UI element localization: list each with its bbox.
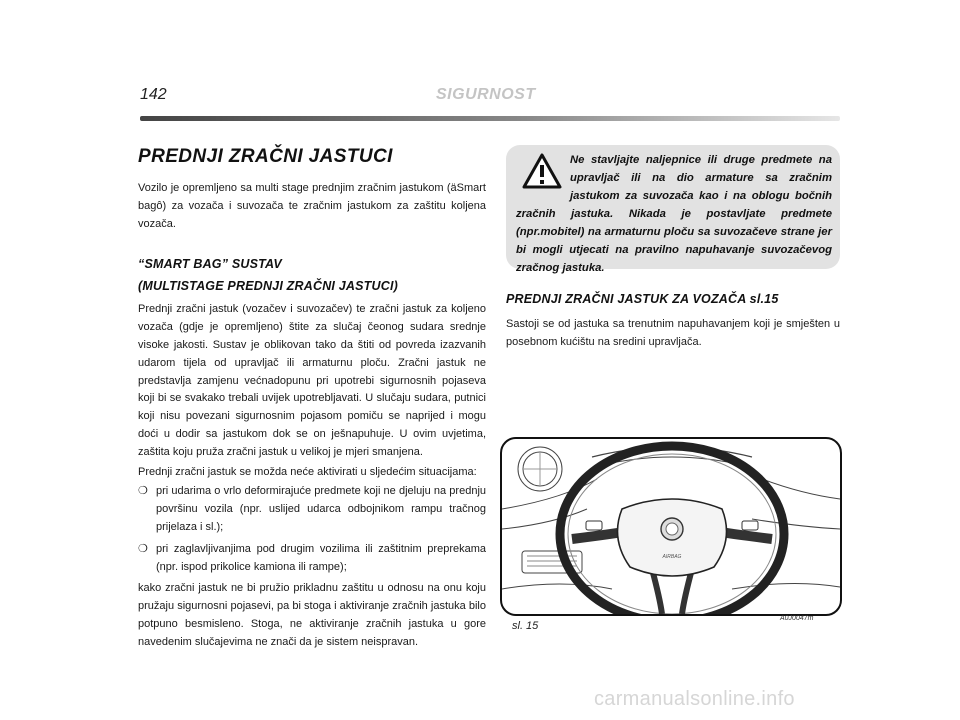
list-item	[138, 541, 486, 577]
header-rule	[140, 116, 840, 121]
section-title: SIGURNOST	[436, 86, 536, 103]
airbag-hub-label: AIRBAG	[662, 554, 682, 560]
list-item-text: pri zaglavljivanjima pod drugim vozilima ili zaštitnim preprekama (npr. ispod prikolice kamiona ili rampe);	[156, 542, 486, 573]
footer-watermark: carmanualsonline.info	[594, 688, 795, 710]
warning-text-block	[516, 151, 832, 277]
list-item	[138, 483, 486, 536]
bullet-icon: ❍	[138, 485, 148, 498]
intro-paragraph: Vozilo je opremljeno sa multi stage prednjim zračnim jastukom (äSmart bagô) za vozača i suvozača te zračnim jastukom za zaštitu koljena vozača.	[138, 182, 486, 230]
driver-airbag-heading: PREDNJI ZRAČNI JASTUK ZA VOZAČA sl.15	[506, 292, 779, 306]
list-item-text: pri udarima o vrlo deformirajuće predmete koji ne djeluju na prednju površinu vozila (npr. uslijed udarca odbojnikom rampu tračnog prijelaza i sl.);	[156, 485, 486, 533]
figure-caption: sl. 15	[512, 620, 539, 632]
driver-airbag-paragraph: Sastoji se od jastuka sa trenutnim napuhavanjem koji je smješten u posebnom kućištu na sredini upravljača.	[506, 318, 840, 348]
steering-wheel-illustration	[502, 439, 840, 614]
situation-list	[138, 483, 486, 576]
body-paragraph-1: Prednji zračni jastuk (vozačev i suvozačev) te zračni jastuk za koljeno vozača (gdje je opremljeno) štite za slučaj čeonog sudara srednje visoke jakosti. Sustav je oblikovan tako da štiti od povreda izazvanih udarom tijela od upravljač ili armaturnu ploču. Zračni jastuk ne predstavlja zamjenu većnadopunu pri upotrebi sigurnosnih pojaseva koji bi se svakako trebali uvijek upotrebljavati. U slučaju sudara, putnici koji nisu povezani sigurnosnim pojasom pomiču se naprijed i mogu doći u dodir sa jastukom dok se on ješnapuhuje. U ovim uvjetima, zaštita koju pruža zračni jastuk u velikoj je mjeri smanjena.	[138, 303, 486, 458]
body-paragraph-3: kako zračni jastuk ne bi pružio prikladnu zaštitu u odnosu na onu koju pružaju sigurnosni pojasevi, pa bi stoga i aktiviranje zračnih jastuka bilo potpuno besmisleno. Stoga, ne aktiviranje zračnih jastuka u gore navedenim slučajevima ne znači da je sistem neispravan.	[138, 582, 486, 648]
figure-code: A0J0047m	[780, 615, 814, 622]
warning-triangle-icon	[522, 153, 564, 191]
body-paragraph-2: Prednji zračni jastuk se možda neće aktivirati u sljedećim situacijama:	[138, 465, 477, 478]
main-heading: PREDNJI ZRAČNI JASTUCI	[138, 146, 393, 167]
warning-text: Ne stavljajte naljepnice ili druge predmete na upravljač ili na dio armature sa zračnim jastukom za suvozača kao i na oblogu bočnih zračnih jastuka. Nikada je postavljate predmete (npr.mobitel) na armaturnu ploču sa suvozačeve strane jer bi mogli utjecati na pravilno napuhavanje suvozačevog zračnog jastuka.	[516, 154, 832, 274]
warning-box	[506, 145, 840, 274]
left-column	[138, 146, 486, 652]
subheading-multistage: (MULTISTAGE PREDNJI ZRAČNI JASTUCI)	[138, 279, 399, 294]
right-column	[506, 288, 840, 352]
bullet-icon: ❍	[138, 542, 148, 555]
subheading-smart-bag: “SMART BAG” SUSTAV	[138, 257, 282, 272]
steering-wheel-figure	[500, 437, 842, 616]
page-number: 142	[140, 86, 167, 103]
